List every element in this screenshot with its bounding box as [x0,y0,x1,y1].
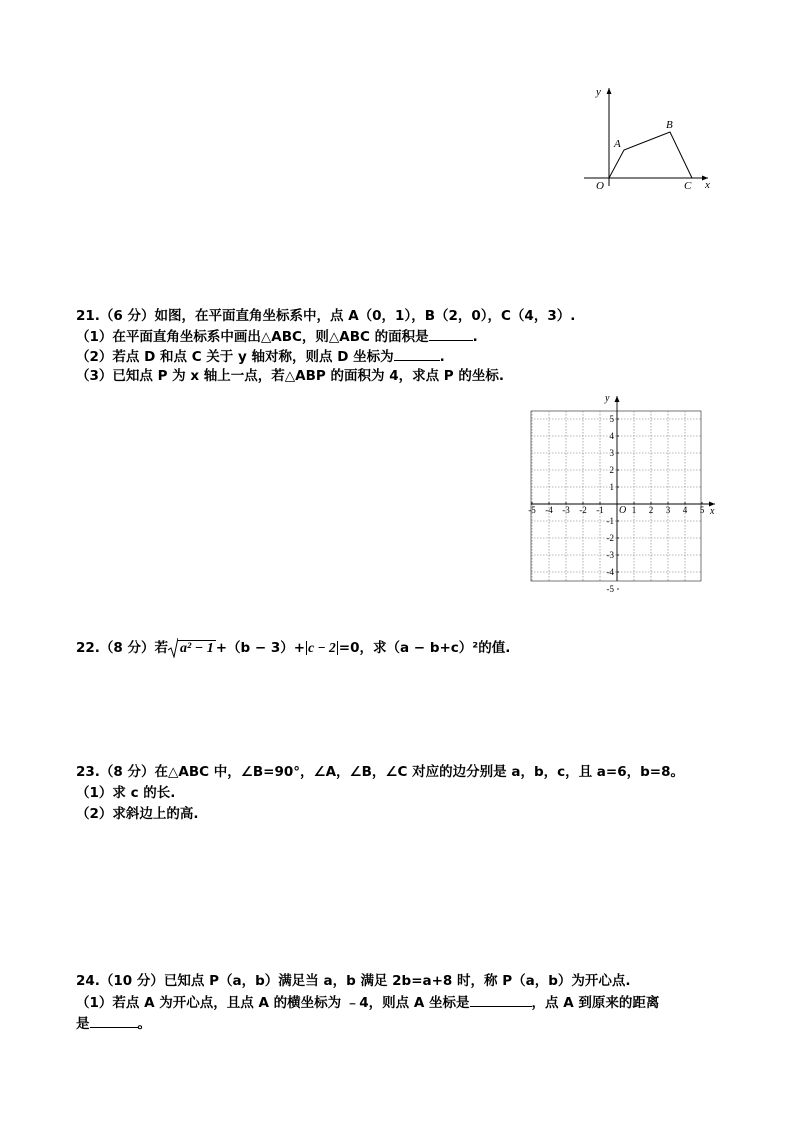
answer-blank [470,993,532,1007]
q21-part1 [76,327,478,346]
x-tick-label: -2 [579,505,587,515]
y-axis-label: y [596,86,601,98]
q24-cont-end: 。 [137,1016,151,1032]
x-tick-label: 3 [665,505,671,515]
abs-body: c − 2 [308,640,336,655]
y-tick-label: 4 [609,431,614,441]
x-tick-label: -3 [562,505,570,515]
y-tick-label: 2 [609,465,614,475]
y-tick-label: 3 [609,448,614,458]
q21-part2-end: . [439,349,445,365]
origin-label: O [619,505,627,516]
y-axis-label: y [605,393,610,404]
x-tick-label: 4 [682,505,688,515]
q23-part2: （2）求斜边上的高. [76,806,199,822]
point-b-label: B [666,119,673,131]
x-tick-label: -5 [528,505,536,515]
q22-suffix: =0，求（a − b+c）²的值. [338,640,511,656]
abs-bar-right [337,641,338,655]
answer-blank [90,1014,138,1028]
path-oabc [609,132,692,178]
q21-part3: （3）已知点 P 为 x 轴上一点，若△ABP 的面积为 4，求点 P 的坐标. [76,368,505,384]
answer-blank [429,327,473,341]
q22-prefix: 22.（8 分）若 [76,640,169,656]
y-axis-arrow [615,396,620,402]
q21-part2-text: （2）若点 D 和点 C 关于 y 轴对称，则点 D 坐标为 [76,349,394,365]
coordinate-grid [520,392,720,592]
q24-part1-end: ，点 A 到原来的距离 [531,995,660,1011]
x-axis-label: x [710,506,715,517]
x-tick-label: 2 [648,505,654,515]
x-axis-label: x [705,179,710,191]
q24-part1 [76,993,659,1012]
q21-title: 21.（6 分）如图，在平面直角坐标系中，点 A（0，1），B（2，0），C（4，3）. [76,308,576,324]
point-a-label: A [614,138,621,150]
q21-part1-text: （1）在平面直角坐标系中画出△ABC，则△ABC 的面积是 [76,329,429,345]
q22-line [76,638,510,658]
y-tick-label: 5 [609,414,614,424]
q23-title: 23.（8 分）在△ABC 中，∠B=90°，∠A，∠B，∠C 对应的边分别是 a，b，c，且 a=6，b=8。 [76,764,684,780]
x-tick-label: -1 [596,505,604,515]
q24-cont-text: 是 [76,1016,90,1032]
y-tick-label: -4 [606,567,614,577]
y-tick-label: -1 [606,516,614,526]
q24-part1-text: （1）若点 A 为开心点，且点 A 的横坐标为 ﹣4，则点 A 坐标是 [76,995,470,1011]
x-tick-label: 5 [699,505,705,515]
abs-bar-left [306,641,307,655]
radical-sign-icon [168,638,178,658]
q21-part1-end: . [472,329,478,345]
point-c-label: C [684,180,692,192]
q23-part1: （1）求 c 的长. [76,785,176,801]
origin-label: O [596,180,604,192]
y-tick-label: -2 [606,533,614,543]
answer-blank [394,347,440,361]
sqrt-body: a² − 1 [180,641,214,656]
y-tick-label: -3 [606,550,614,560]
y-tick-label: 1 [609,482,614,492]
grid-border [531,411,701,581]
y-axis-arrow [607,88,612,94]
y-tick-label: -5 [606,584,614,592]
q24-title: 24.（10 分）已知点 P（a，b）满足当 a，b 满足 2b=a+8 时，称 P（a，b）为开心点. [76,973,631,989]
x-tick-label: 1 [631,505,637,515]
q21-part2 [76,347,445,366]
x-tick-label: -4 [545,505,553,515]
q24-part1-cont [76,1014,151,1033]
sqrt-expression [168,638,216,658]
figure-abc-sketch [580,82,720,194]
q22-mid: +（b − 3）+ [215,640,306,656]
